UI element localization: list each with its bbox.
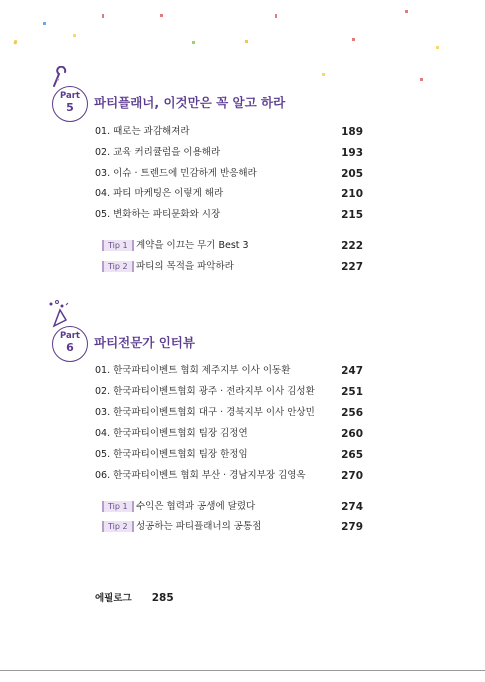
- party-popper-icon: [48, 300, 70, 328]
- part5-title: 파티플래너, 이것만은 꼭 알고 하라: [94, 95, 286, 110]
- tip-entry[interactable]: [102, 519, 363, 535]
- part6-number: 6: [66, 341, 74, 354]
- toc-entry[interactable]: [95, 426, 363, 442]
- tip-entry-page: 227: [341, 261, 363, 273]
- tip-entry-page: 279: [341, 521, 363, 533]
- toc-entry-label: 04. 한국파티이벤트협회 팀장 김정연: [95, 428, 248, 439]
- toc-entry-label: 02. 교육 커리큘럼을 이용해라: [95, 147, 221, 158]
- toc-entry[interactable]: [95, 166, 363, 182]
- part6-word: Part: [60, 331, 80, 341]
- part5-word: Part: [60, 91, 80, 101]
- tip-badge: Tip 2: [102, 261, 134, 272]
- toc-entry-label: 04. 파티 마케팅은 이렇게 해라: [95, 188, 224, 199]
- toc-entry[interactable]: [95, 207, 363, 223]
- part5-heading: [48, 86, 448, 126]
- part6-badge: [52, 326, 88, 362]
- toc-entry[interactable]: [95, 447, 363, 463]
- toc-entry-page: 189: [341, 126, 363, 138]
- toc-entry[interactable]: [95, 186, 363, 202]
- toc-entry-label: 01. 때로는 과감해져라: [95, 126, 190, 137]
- toc-entry[interactable]: [95, 405, 363, 421]
- tip-entry-page: 222: [341, 240, 363, 252]
- toc-entry-page: 205: [341, 168, 363, 180]
- tip-entry-page: 274: [341, 501, 363, 513]
- toc-entry-label: 05. 한국파티이벤트협회 팀장 한정임: [95, 449, 248, 460]
- candy-cane-icon: [50, 66, 68, 88]
- toc-entry-label: 05. 변화하는 파티문화와 시장: [95, 209, 221, 220]
- tip-badge: Tip 1: [102, 501, 134, 512]
- toc-entry[interactable]: [95, 384, 363, 400]
- epilogue-page: 285: [151, 592, 174, 604]
- part6-title: 파티전문가 인터뷰: [94, 335, 195, 350]
- toc-entry-page: 265: [341, 449, 363, 461]
- part5-badge: [52, 86, 88, 122]
- tip-badge: Tip 1: [102, 240, 134, 251]
- tip-entry[interactable]: [102, 259, 363, 275]
- confetti-decoration: [0, 0, 485, 90]
- tip-entry-label: 수익은 협력과 공생에 달렸다: [136, 501, 256, 512]
- toc-entry-page: 215: [341, 209, 363, 221]
- page-bottom-rule: [0, 670, 485, 671]
- toc-entry-label: 03. 한국파티이벤트협회 대구 · 경북지부 이사 안상민: [95, 407, 315, 418]
- toc-entry-page: 260: [341, 428, 363, 440]
- toc-entry[interactable]: [95, 145, 363, 161]
- epilogue-label: 에필로그: [95, 593, 132, 604]
- toc-entry-label: 06. 한국파티이벤트 협회 부산 · 경남지부장 김영옥: [95, 470, 306, 481]
- tip-entry-label: 계약을 이끄는 무기 Best 3: [136, 240, 249, 251]
- toc-entry-page: 247: [341, 365, 363, 377]
- toc-entry-page: 251: [341, 386, 363, 398]
- toc-entry-page: 270: [341, 470, 363, 482]
- toc-entry-label: 02. 한국파티이벤트협회 광주 · 전라지부 이사 김성환: [95, 386, 315, 397]
- tip-entry[interactable]: [102, 499, 363, 515]
- tip-badge: Tip 2: [102, 521, 134, 532]
- toc-entry[interactable]: [95, 468, 363, 484]
- toc-entry-page: 256: [341, 407, 363, 419]
- toc-entry-label: 01. 한국파티이벤트 협회 제주지부 이사 이동환: [95, 365, 291, 376]
- tip-entry-label: 성공하는 파티플래너의 공통점: [136, 521, 262, 532]
- epilogue-entry[interactable]: [95, 590, 174, 606]
- tip-entry[interactable]: [102, 238, 363, 254]
- part6-heading: [48, 326, 448, 366]
- toc-entry-label: 03. 이슈 · 트렌드에 민감하게 반응해라: [95, 168, 257, 179]
- toc-entry[interactable]: [95, 363, 363, 379]
- part5-number: 5: [66, 101, 74, 114]
- toc-entry[interactable]: [95, 124, 363, 140]
- toc-entry-page: 193: [341, 147, 363, 159]
- tip-entry-label: 파티의 목적을 파악하라: [136, 261, 234, 272]
- toc-entry-page: 210: [341, 188, 363, 200]
